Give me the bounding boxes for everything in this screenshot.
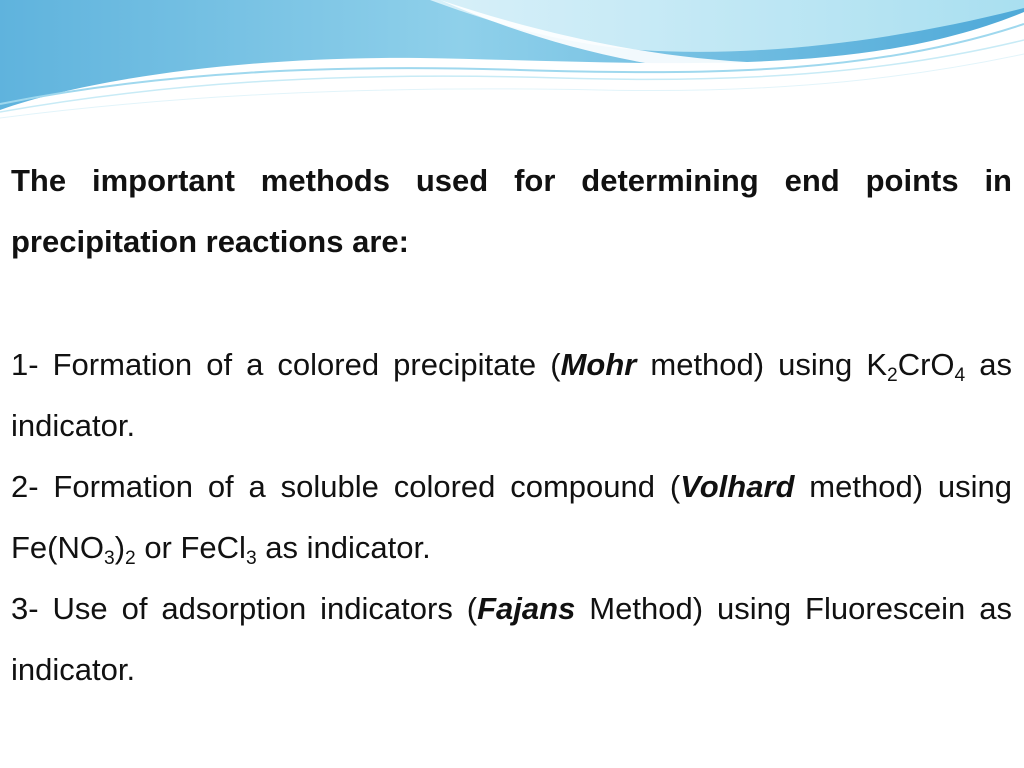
slide-heading: The important methods used for determining end points in precipitation reactions are: (11, 163, 1012, 259)
list-item-mohr: 1- Formation of a colored precipitate (Mohr method) using $K_2CrO_4$ as indicator. (11, 347, 1012, 443)
list-item-fajans: 3- Use of adsorption indicators (Fajans Method) using Fluorescein as indicator. (11, 591, 1013, 687)
method-name-volhard: Volhard (680, 469, 795, 504)
decorative-wave-banner (0, 0, 1024, 130)
list-item-volhard: 2- Formation of a soluble colored compound (Volhard method) using $Fe(NO_3)_2$ or FeCl$_3$ as indicator. (11, 469, 1012, 570)
method-name-mohr: Mohr (560, 347, 637, 382)
method-name-fajans: Fajans (477, 591, 576, 626)
slide-body (11, 150, 1012, 700)
